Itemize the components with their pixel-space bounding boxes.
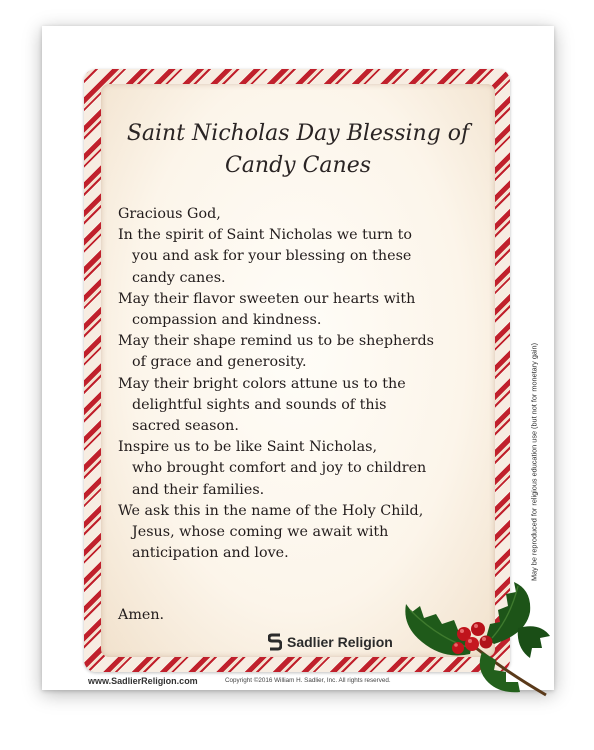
amen-line: Amen.	[118, 607, 165, 623]
prayer-line: candy canes.	[132, 269, 226, 286]
prayer-line: and their families.	[132, 481, 265, 498]
prayer-line: May their bright colors attune us to the	[118, 375, 406, 392]
publisher-logo	[268, 632, 393, 652]
reproduction-note: May be reproduced for religious education use (but not for monetary gain)	[529, 342, 539, 582]
title-line: Saint Nicholas Day Blessing of	[126, 121, 470, 146]
holly-icon	[398, 578, 554, 698]
prayer-line: who brought comfort and joy to children	[132, 460, 427, 477]
prayer-line: delightful sights and sounds of this	[132, 396, 387, 413]
prayer-text	[118, 204, 518, 564]
document-title	[101, 118, 495, 182]
sadlier-s-icon	[268, 633, 282, 651]
prayer-line: of grace and generosity.	[132, 354, 307, 371]
footer-url: www.SadlierReligion.com	[88, 676, 198, 686]
prayer-line: In the spirit of Saint Nicholas we turn to	[118, 227, 412, 244]
prayer-line: May their flavor sweeten our hearts with	[118, 290, 416, 307]
footer-copyright: Copyright ©2016 William H. Sadlier, Inc. All rights reserved.	[225, 677, 391, 684]
prayer-line: sacred season.	[132, 418, 239, 435]
prayer-line: Gracious God,	[118, 206, 221, 222]
prayer-line: anticipation and love.	[132, 545, 289, 562]
logo-text: Sadlier Religion	[287, 634, 393, 650]
prayer-line: compassion and kindness.	[132, 312, 322, 329]
title-line: Candy Canes	[224, 153, 372, 178]
prayer-line: We ask this in the name of the Holy Child,	[118, 502, 424, 519]
prayer-line: Jesus, whose coming we await with	[132, 524, 389, 541]
prayer-line: Inspire us to be like Saint Nicholas,	[118, 439, 377, 456]
prayer-line: May their shape remind us to be shepherds	[118, 333, 434, 350]
prayer-line: you and ask for your blessing on these	[132, 248, 412, 265]
